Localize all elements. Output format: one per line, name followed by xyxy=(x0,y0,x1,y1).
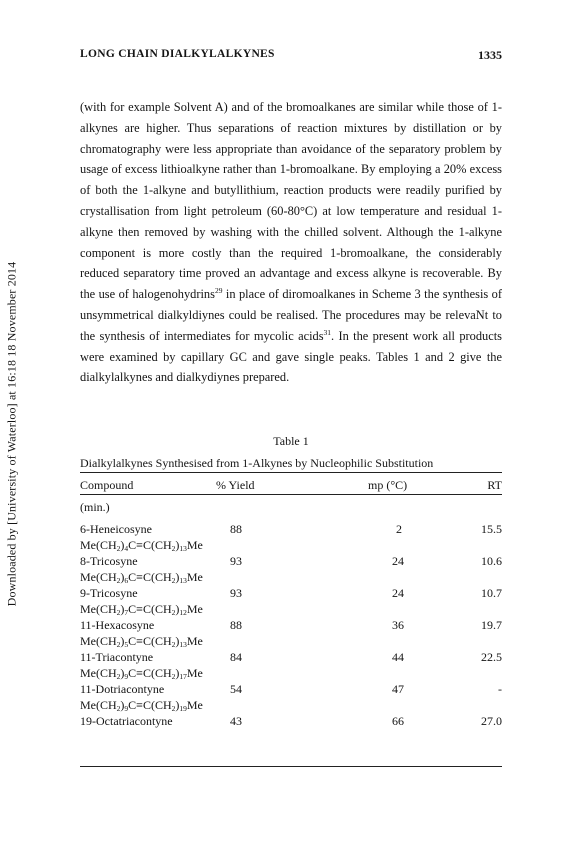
download-watermark xyxy=(2,236,22,632)
yield-value: 54 xyxy=(230,682,242,696)
structural-formula: $Me(CH_2)_4C\equiv C(CH_2)_{13}Me$ xyxy=(80,538,203,553)
column-header-yield: % Yield xyxy=(216,478,255,492)
mp-value: 47 xyxy=(392,682,404,696)
structural-formula: $Me(CH_2)_7C\equiv C(CH_2)_{12}Me$ xyxy=(80,602,203,617)
structural-formula: $Me(CH_2)_6C\equiv C(CH_2)_{13}Me$ xyxy=(80,570,203,585)
table-heading-text: Dialkylalkynes Synthesised from 1-Alkynes by Nucleophilic Substitution xyxy=(80,456,434,470)
structural-formula: $Me(CH_2)_9C\equiv C(CH_2)_{17}Me$ xyxy=(80,666,203,681)
table-row xyxy=(80,586,502,602)
yield-value: 93 xyxy=(230,586,242,600)
rt-value: - xyxy=(498,682,502,696)
table-row xyxy=(80,714,502,730)
structural-formula: $Me(CH_2)_9C\equiv C(CH_2)_{19}Me$ xyxy=(80,698,203,713)
page-number: 1335 xyxy=(478,48,502,62)
yield-value: 84 xyxy=(230,650,242,664)
rt-value: 15.5 xyxy=(481,522,502,536)
yield-value: 93 xyxy=(230,554,242,568)
mp-value: 36 xyxy=(392,618,404,632)
rt-value: 27.0 xyxy=(481,714,502,728)
rt-value: 22.5 xyxy=(481,650,502,664)
yield-value: 88 xyxy=(230,618,242,632)
table-row xyxy=(80,650,502,666)
column-header-compound: Compound xyxy=(80,478,134,492)
reference-29: 29 xyxy=(214,286,223,296)
table-row xyxy=(80,522,502,538)
download-watermark-text: Downloaded by [University of Waterloo] at 16:18 18 November 2014 xyxy=(4,261,19,607)
running-header xyxy=(80,48,502,64)
compound-name: 11-Hexacosyne xyxy=(80,618,155,632)
paragraph-text-3: . In the present work all products were examined by capillary GC and gave single peaks. Tables 1 and 2 give the dialkylalkynes and dialkydiynes prepared. xyxy=(80,328,502,385)
table-heading xyxy=(80,456,502,473)
compound-name: 11-Triacontyne xyxy=(80,650,154,664)
mp-value: 2 xyxy=(396,522,402,536)
mp-value: 44 xyxy=(392,650,404,664)
rt-unit: (min.) xyxy=(80,500,110,514)
table-row xyxy=(80,682,502,698)
table-row xyxy=(80,554,502,570)
structural-formula: $Me(CH_2)_5C\equiv C(CH_2)_{13}Me$ xyxy=(80,634,203,649)
paragraph-text-1: (with for example Solvent A) and of the bromoalkanes are similar while those of 1-alkynes are higher. Thus separations of reaction mixtures by distillation or by chromatography were less appropriate than avoidance of the separatory problem by usage of excess lithioalkyne rather than 1-bromoalkane. By employing a 20% excess of both the 1-alkyne and butyllithium, reaction products were readily purified by crystallisation from light petroleum (60-80°C) at low temperature and residual 1-alkyne then removed by washing with the chilled solvent. Although the 1-alkyne component is more costly than the required 1-bromoalkane, the considerably reduced separatory time proved an advantage and excess alkyne is recoverable. By the use of halogenohydrins xyxy=(80,100,502,302)
compound-name: 9-Tricosyne xyxy=(80,586,138,600)
mp-value: 24 xyxy=(392,554,404,568)
yield-value: 88 xyxy=(230,522,242,536)
table-column-headers xyxy=(80,476,502,495)
mp-value: 66 xyxy=(392,714,404,728)
paragraph-text-2: in place of diromoalkanes in Scheme 3 the synthesis of unsymmetrical dialkyldiynes could be realised. The procedures may be relevaNt to the synthesis of intermediates for mycolic acids xyxy=(80,287,502,343)
body-paragraph xyxy=(80,97,502,388)
table-row xyxy=(80,618,502,634)
column-header-mp: mp (°C) xyxy=(368,478,408,492)
reference-31: 31 xyxy=(323,327,332,337)
rt-unit-row xyxy=(80,500,502,516)
table-caption: Table 1 xyxy=(273,434,309,448)
mp-value: 24 xyxy=(392,586,404,600)
table-bottom-rule xyxy=(80,766,502,767)
compound-name: 11-Dotriacontyne xyxy=(80,682,165,696)
table-body xyxy=(80,500,502,730)
compound-name: 6-Heneicosyne xyxy=(80,522,152,536)
rt-value: 10.6 xyxy=(481,554,502,568)
rt-value: 19.7 xyxy=(481,618,502,632)
running-title: LONG CHAIN DIALKYLALKYNES xyxy=(80,48,275,60)
compound-name: 8-Tricosyne xyxy=(80,554,138,568)
compound-name: 19-Octatriacontyne xyxy=(80,714,173,728)
rt-value: 10.7 xyxy=(481,586,502,600)
yield-value: 43 xyxy=(230,714,242,728)
column-header-rt: RT xyxy=(487,478,502,492)
